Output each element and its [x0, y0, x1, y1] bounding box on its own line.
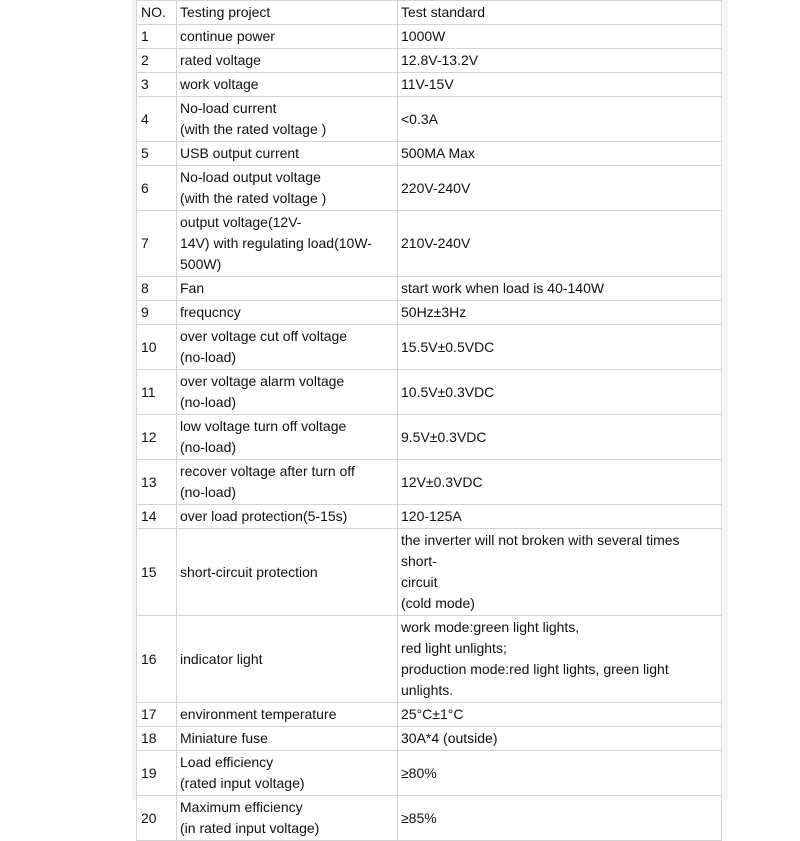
row-testing-project: No-load current (with the rated voltage ): [177, 97, 398, 142]
row-number: 17: [137, 703, 177, 727]
table-row: [137, 73, 722, 97]
row-testing-project: work voltage: [177, 73, 398, 97]
row-test-standard: 9.5V±0.3VDC: [398, 415, 722, 460]
row-testing-project: recover voltage after turn off (no-load): [177, 460, 398, 505]
table-row: [137, 460, 722, 505]
row-testing-project: short-circuit protection: [177, 529, 398, 616]
row-testing-project: rated voltage: [177, 49, 398, 73]
row-test-standard: ≥80%: [398, 751, 722, 796]
table-row: [137, 370, 722, 415]
row-test-standard: 1000W: [398, 25, 722, 49]
row-test-standard: the inverter will not broken with several times short- circuit (cold mode): [398, 529, 722, 616]
table-header-row: [137, 1, 722, 25]
row-number: 14: [137, 505, 177, 529]
row-number: 15: [137, 529, 177, 616]
row-testing-project: frequcncy: [177, 301, 398, 325]
table-row: [137, 325, 722, 370]
spec-sheet: [136, 0, 722, 841]
row-test-standard: 25°C±1°C: [398, 703, 722, 727]
row-testing-project: over voltage alarm voltage (no-load): [177, 370, 398, 415]
table-row: [137, 25, 722, 49]
table-row: [137, 277, 722, 301]
row-number: 10: [137, 325, 177, 370]
header-test-standard: Test standard: [398, 1, 722, 25]
right-edge: [724, 0, 728, 800]
row-number: 18: [137, 727, 177, 751]
row-testing-project: continue power: [177, 25, 398, 49]
row-testing-project: over load protection(5-15s): [177, 505, 398, 529]
row-testing-project: Fan: [177, 277, 398, 301]
table-row: [137, 751, 722, 796]
row-test-standard: 12V±0.3VDC: [398, 460, 722, 505]
row-number: 8: [137, 277, 177, 301]
row-number: 4: [137, 97, 177, 142]
row-testing-project: environment temperature: [177, 703, 398, 727]
test-standard-table: [136, 0, 722, 841]
row-number: 5: [137, 142, 177, 166]
row-test-standard: start work when load is 40-140W: [398, 277, 722, 301]
row-number: 1: [137, 25, 177, 49]
table-row: [137, 616, 722, 703]
row-testing-project: Miniature fuse: [177, 727, 398, 751]
row-number: 19: [137, 751, 177, 796]
row-number: 20: [137, 796, 177, 841]
table-row: [137, 97, 722, 142]
table-row: [137, 211, 722, 277]
table-row: [137, 49, 722, 73]
row-testing-project: over voltage cut off voltage (no-load): [177, 325, 398, 370]
table-row: [137, 703, 722, 727]
row-testing-project: low voltage turn off voltage (no-load): [177, 415, 398, 460]
row-testing-project: Load efficiency (rated input voltage): [177, 751, 398, 796]
header-testing-project: Testing project: [177, 1, 398, 25]
row-number: 13: [137, 460, 177, 505]
table-row: [137, 166, 722, 211]
row-number: 16: [137, 616, 177, 703]
row-test-standard: 500MA Max: [398, 142, 722, 166]
table-row: [137, 796, 722, 841]
row-test-standard: 11V-15V: [398, 73, 722, 97]
table-row: [137, 529, 722, 616]
row-number: 3: [137, 73, 177, 97]
row-number: 9: [137, 301, 177, 325]
row-test-standard: 220V-240V: [398, 166, 722, 211]
row-testing-project: Maximum efficiency (in rated input voltage): [177, 796, 398, 841]
row-test-standard: 120-125A: [398, 505, 722, 529]
row-test-standard: 10.5V±0.3VDC: [398, 370, 722, 415]
row-test-standard: work mode:green light lights, red light unlights; production mode:red light lights, green light unlights.: [398, 616, 722, 703]
row-testing-project: indicator light: [177, 616, 398, 703]
row-number: 12: [137, 415, 177, 460]
table-row: [137, 415, 722, 460]
row-test-standard: ≥85%: [398, 796, 722, 841]
row-test-standard: 210V-240V: [398, 211, 722, 277]
row-test-standard: 12.8V-13.2V: [398, 49, 722, 73]
header-no: NO.: [137, 1, 177, 25]
row-testing-project: No-load output voltage (with the rated voltage ): [177, 166, 398, 211]
row-test-standard: <0.3A: [398, 97, 722, 142]
row-test-standard: 15.5V±0.5VDC: [398, 325, 722, 370]
row-number: 2: [137, 49, 177, 73]
row-number: 11: [137, 370, 177, 415]
row-number: 6: [137, 166, 177, 211]
row-test-standard: 30A*4 (outside): [398, 727, 722, 751]
row-test-standard: 50Hz±3Hz: [398, 301, 722, 325]
table-row: [137, 301, 722, 325]
table-row: [137, 142, 722, 166]
row-testing-project: output voltage(12V- 14V) with regulating load(10W- 500W): [177, 211, 398, 277]
table-row: [137, 727, 722, 751]
table-row: [137, 505, 722, 529]
row-number: 7: [137, 211, 177, 277]
row-testing-project: USB output current: [177, 142, 398, 166]
